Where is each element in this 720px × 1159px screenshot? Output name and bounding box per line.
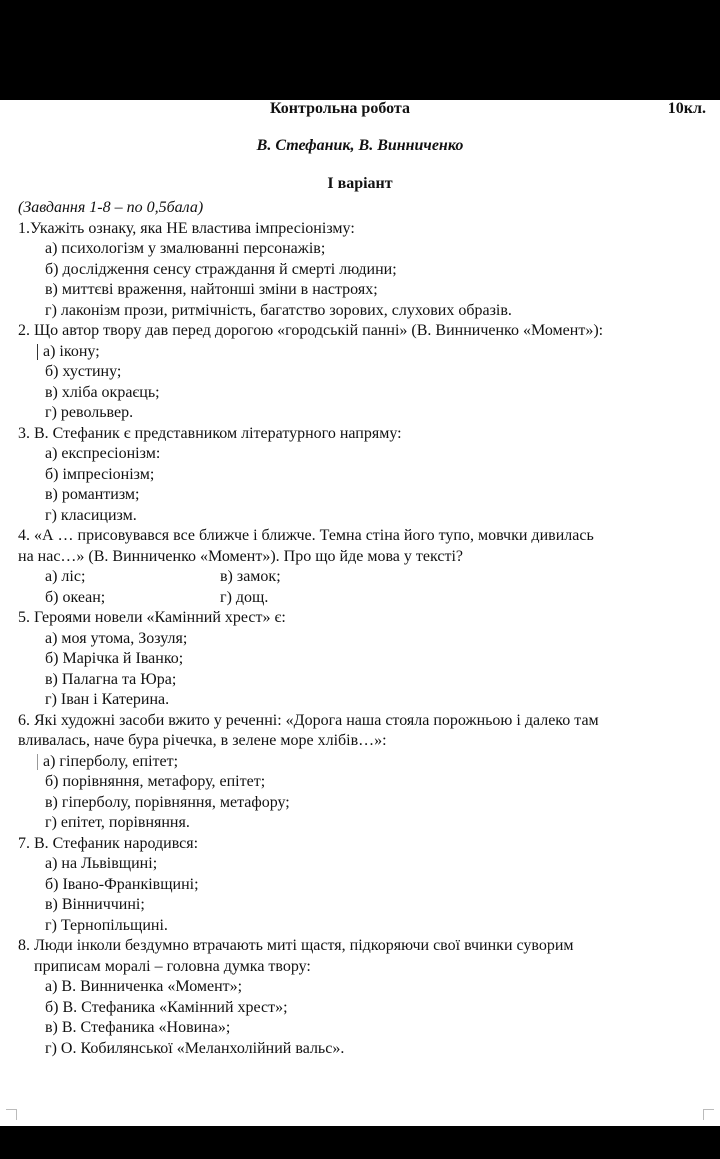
q1-option-b: б) дослідження сенсу страждання й смерті людини; [45, 260, 397, 278]
question-8-line-2: приписам моралі – головна думка твору: [34, 957, 311, 975]
q3-option-b: б) імпресіонізм; [45, 465, 155, 483]
question-1: 1.Укажіть ознаку, яка НЕ властива імпресіонізму: [18, 219, 355, 237]
authors-heading: В. Стефаник, В. Винниченко [256, 137, 464, 154]
q6-option-d: г) епітет, порівняння. [45, 814, 190, 831]
q5-option-c: в) Палагна та Юра; [45, 670, 177, 688]
q5-option-a: а) моя утома, Зозуля; [45, 629, 188, 647]
q6-option-a [18, 752, 712, 773]
question-4-line-1: 4. «А … присовувався все ближче і ближче. Темна стіна його тупо, мовчки дивилась [18, 527, 594, 544]
q8-option-d: г) О. Кобилянської «Меланхолійний вальс». [45, 1039, 345, 1057]
question-5: 5. Героями новели «Камінний хрест» є: [18, 609, 286, 626]
question-7: 7. В. Стефаник народився: [18, 834, 199, 852]
q4-option-a: а) ліс; [45, 568, 86, 585]
q2-option-a-text: а) ікону; [43, 342, 100, 360]
q2-option-d: г) револьвер. [45, 404, 134, 421]
question-6-line-2: вливалась, наче бура річечка, в зелене море хлібів…»: [18, 732, 387, 749]
q2-option-a [18, 342, 712, 363]
q4-options-row-1 [18, 567, 712, 588]
points-note: (Завдання 1-8 – по 0,5бала) [18, 199, 204, 216]
q3-option-c: в) романтизм; [45, 486, 140, 503]
q4-option-c: в) замок; [220, 568, 281, 585]
q1-option-d: г) лаконізм прози, ритмічність, багатство зорових, слухових образів. [45, 301, 512, 319]
q1-option-c: в) миттєві враження, найтонші зміни в настроях; [45, 281, 378, 298]
grade-label: 10кл. [667, 100, 706, 117]
q6-option-b: б) порівняння, метафору, епітет; [45, 773, 266, 790]
question-3: 3. В. Стефаник є представником літературного напряму: [18, 424, 402, 442]
q1-option-a: а) психологізм у змалюванні персонажів; [45, 240, 326, 257]
page-corner-mark-right [703, 1109, 714, 1120]
question-8-line-1: 8. Люди інколи бездумно втрачають миті щастя, підкоряючи свої вчинки суворим [18, 937, 574, 954]
variant-heading: І варіант [327, 175, 393, 192]
text-cursor [37, 754, 38, 770]
q6-option-a-text: а) гіперболу, епітет; [43, 752, 179, 770]
q3-option-d: г) класицизм. [45, 506, 137, 524]
q5-option-d: г) Іван і Катерина. [45, 691, 170, 708]
q7-option-d: г) Тернопільщині. [45, 916, 168, 934]
test-content [18, 198, 712, 1059]
q7-option-a: а) на Львівщині; [45, 855, 158, 872]
q2-option-b: б) хустину; [45, 363, 122, 380]
text-cursor [37, 344, 38, 360]
q2-option-c: в) хліба окраєць; [45, 383, 160, 401]
q3-option-a: а) експресіонізм: [45, 445, 161, 462]
q6-option-c: в) гіперболу, порівняння, метафору; [45, 793, 290, 811]
q7-option-b: б) Івано-Франківщині; [45, 875, 199, 893]
document-page [0, 100, 720, 1126]
document-title: Контрольна робота [270, 100, 410, 117]
q8-option-a: а) В. Винниченка «Момент»; [45, 978, 243, 995]
q4-options-row-2 [18, 588, 712, 609]
q7-option-c: в) Вінниччині; [45, 896, 145, 913]
q4-option-b: б) океан; [45, 588, 106, 606]
question-2: 2. Що автор твору дав перед дорогою «городській панні» (В. Винниченко «Момент»): [18, 322, 604, 339]
page-corner-mark-left [6, 1109, 17, 1120]
q5-option-b: б) Марічка й Іванко; [45, 650, 184, 667]
q8-option-c: в) В. Стефаника «Новина»; [45, 1019, 231, 1036]
question-6-line-1: 6. Які художні засоби вжито у реченні: «Дорога наша стояла порожньою і далеко там [18, 711, 599, 729]
q4-option-d: г) дощ. [220, 588, 269, 606]
q8-option-b: б) В. Стефаника «Камінний хрест»; [45, 998, 288, 1016]
question-4-line-2: на нас…» (В. Винниченко «Момент»). Про що йде мова у тексті? [18, 547, 464, 565]
